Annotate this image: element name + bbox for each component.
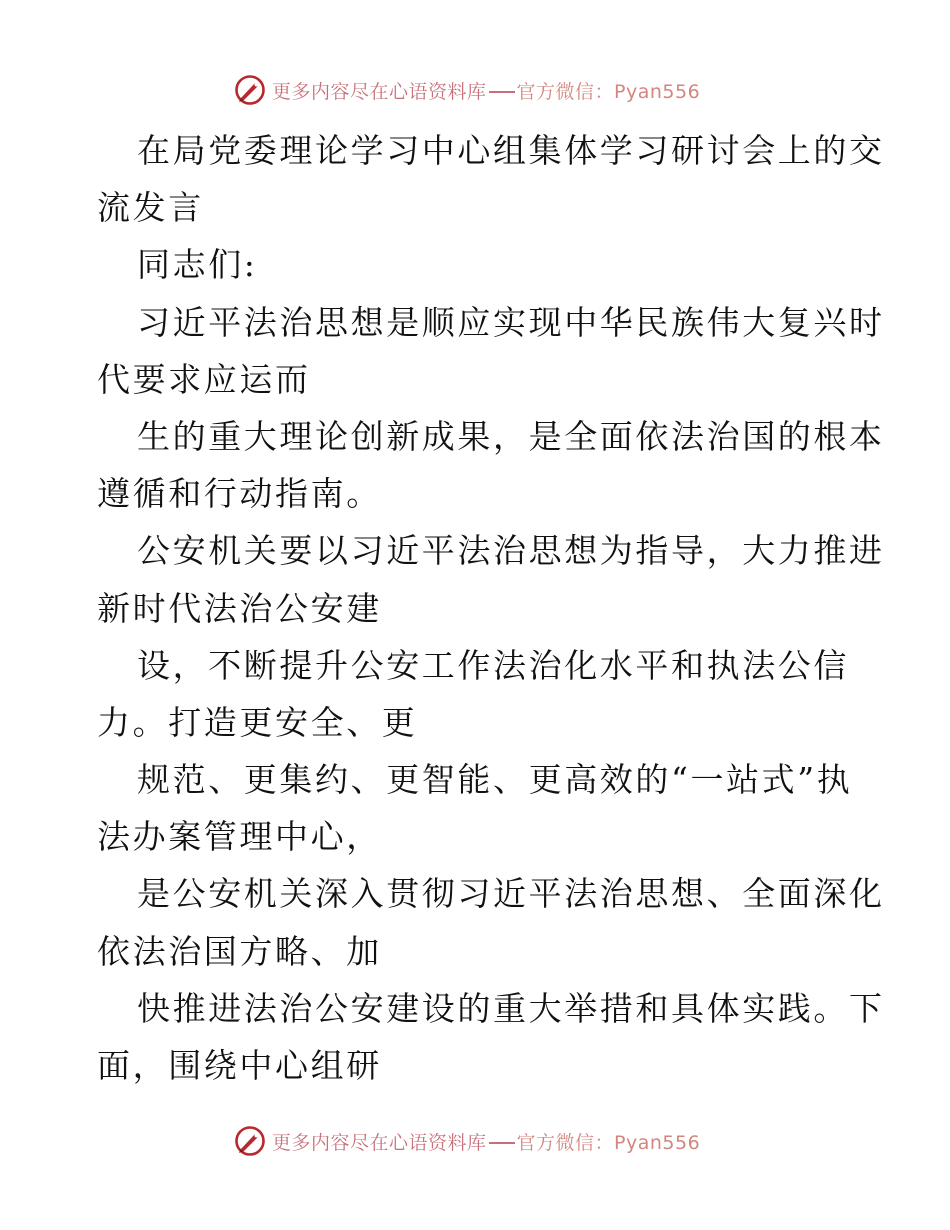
- banner-main: 更多内容尽在心语资料库: [272, 80, 487, 103]
- text-line: 依法治国方略、加: [97, 931, 382, 971]
- body-text: [97, 122, 885, 1094]
- text-line: 公安机关要以习近平法治思想为指导，大力推进: [137, 531, 885, 571]
- pen-logo-icon: [234, 74, 266, 106]
- text-line: 是公安机关深入贯彻习近平法治思想、全面深化: [137, 874, 885, 914]
- text-line: 力。打造更安全、更: [97, 702, 418, 742]
- text-line: 生的重大理论创新成果，是全面依法治国的根本: [137, 416, 885, 456]
- banner-text: [272, 1128, 700, 1155]
- banner-dash: [489, 1142, 515, 1144]
- banner-contact: 官方微信：Pyan556: [516, 80, 701, 103]
- header-banner: [234, 72, 754, 108]
- banner-contact: 官方微信：Pyan556: [516, 1131, 701, 1154]
- text-line: 法办案管理中心，: [97, 817, 382, 857]
- text-line: 规范、更集约、更智能、更高效的“一站式”执: [137, 760, 853, 800]
- text-line: 新时代法治公安建: [97, 588, 382, 628]
- text-line: 流发言: [97, 188, 204, 228]
- text-line: 习近平法治思想是顺应实现中华民族伟大复兴时: [137, 302, 885, 342]
- text-line: 面，围绕中心组研: [97, 1046, 382, 1085]
- text-line: 代要求应运而: [97, 359, 311, 399]
- text-line: 快推进法治公安建设的重大举措和具体实践。下: [137, 988, 885, 1028]
- text-line: 设，不断提升公安工作法治化水平和执法公信: [137, 645, 849, 685]
- text-line: 在局党委理论学习中心组集体学习研讨会上的交: [137, 131, 885, 170]
- footer-banner: [234, 1123, 754, 1159]
- banner-text: [272, 77, 700, 104]
- text-line: 同志们:: [137, 245, 258, 285]
- banner-dash: [489, 91, 515, 93]
- banner-main: 更多内容尽在心语资料库: [272, 1131, 487, 1154]
- pen-logo-icon: [234, 1125, 266, 1157]
- text-line: 遵循和行动指南。: [97, 474, 382, 514]
